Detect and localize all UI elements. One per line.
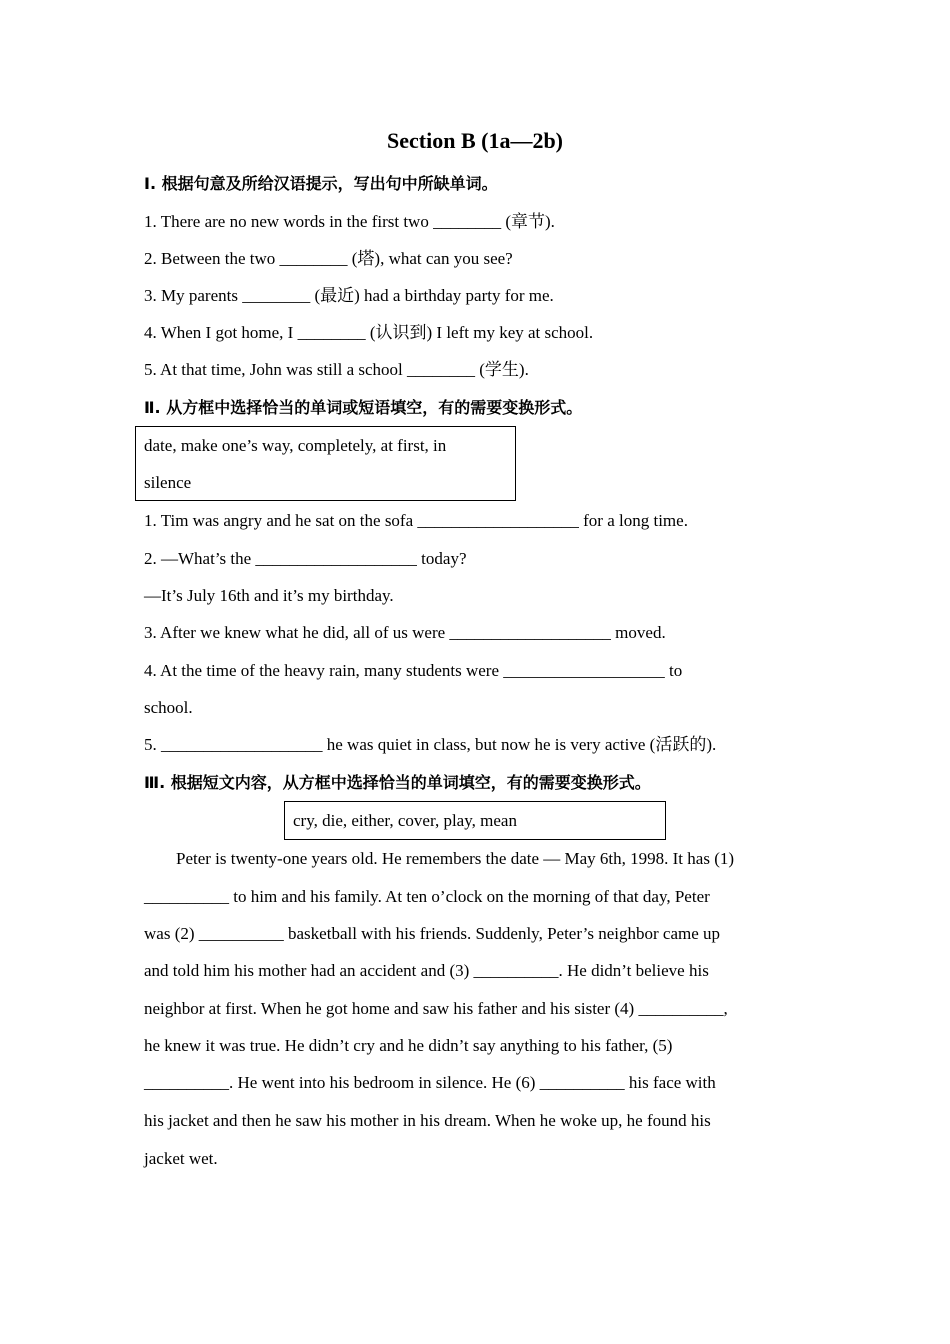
part1-item-3: 3. My parents ________ (最近) had a birthday party for me. [144,286,554,305]
part1-item-4: 4. When I got home, I ________ (认识到) I left my key at school. [144,323,594,342]
passage-line-9: jacket wet. [144,1149,218,1168]
part2-word-box [135,426,516,501]
passage-line-7: __________. He went into his bedroom in silence. He (6) __________ his face with [144,1073,716,1092]
part2-line-5: 4. At the time of the heavy rain, many students were ___________________ to [144,661,683,680]
part3-word-box [284,801,666,840]
part2-heading: Ⅱ. 从方框中选择恰当的单词或短语填空，有的需要变换形式。 [144,398,583,417]
part2-line-3: —It’s July 16th and it’s my birthday. [144,586,394,605]
part1-item-5: 5. At that time, John was still a school ________ (学生). [144,360,529,379]
part2-line-2: 2. —What’s the ___________________ today? [144,549,467,568]
passage-line-1: Peter is twenty-one years old. He remembers the date — May 6th, 1998. It has (1) [176,849,735,868]
part2-word-box-line-2: silence [144,473,192,492]
page-title: Section B (1a—2b) [387,128,563,153]
part2-line-6: school. [144,698,193,717]
part2-word-box-line-1: date, make one’s way, completely, at first, in [144,436,447,455]
passage-line-5: neighbor at first. When he got home and saw his father and his sister (4) __________, [144,999,728,1018]
passage-line-8: his jacket and then he saw his mother in his dream. When he woke up, he found his [144,1111,711,1130]
part2-line-7: 5. ___________________ he was quiet in class, but now he is very active (活跃的). [144,735,717,754]
passage-line-6: he knew it was true. He didn’t cry and he didn’t say anything to his father, (5) [144,1036,673,1055]
part2-line-1: 1. Tim was angry and he sat on the sofa ___________________ for a long time. [144,511,688,530]
part2-line-4: 3. After we knew what he did, all of us were ___________________ moved. [144,623,666,642]
passage-line-2: __________ to him and his family. At ten o’clock on the morning of that day, Peter [144,887,710,906]
part1-item-1: 1. There are no new words in the first two ________ (章节). [144,212,555,231]
part3-word-box-text: cry, die, either, cover, play, mean [293,811,517,830]
passage-line-3: was (2) __________ basketball with his friends. Suddenly, Peter’s neighbor came up [144,924,721,943]
part1-item-2: 2. Between the two ________ (塔), what can you see? [144,249,513,268]
passage-line-4: and told him his mother had an accident and (3) __________. He didn’t believe his [144,961,709,980]
part3-heading: Ⅲ. 根据短文内容，从方框中选择恰当的单词填空，有的需要变换形式。 [144,773,651,792]
part1-heading: Ⅰ. 根据句意及所给汉语提示，写出句中所缺单词。 [144,174,498,193]
